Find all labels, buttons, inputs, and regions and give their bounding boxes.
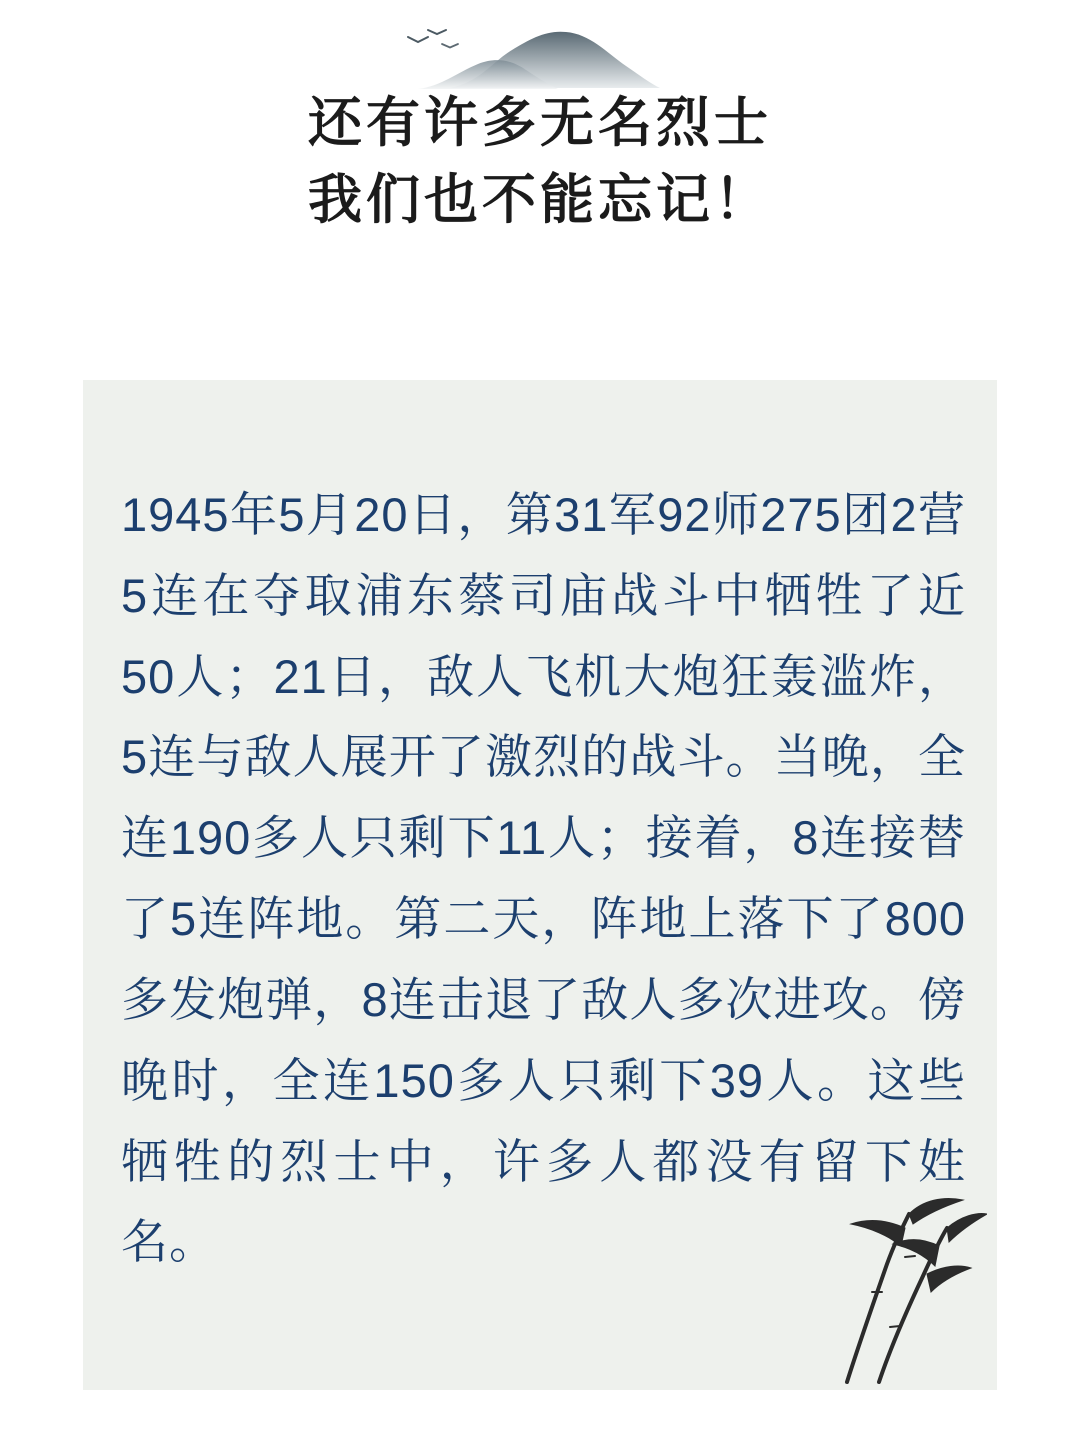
article-card <box>83 380 997 1390</box>
page-header <box>0 0 1080 238</box>
title-line-1: 还有许多无名烈士 <box>308 93 772 153</box>
page-title <box>0 30 1080 238</box>
title-line-2: 我们也不能忘记！ <box>308 169 772 230</box>
article-body: 1945年5月20日，第31军92师275团2营5连在夺取浦东蔡司庙战斗中牺牲了近50人；21日，敌人飞机大炮狂轰滥炸，5连与敌人展开了激烈的战斗。当晚，全连190多人只剩下11人；接着，8连接替了5连阵地。第二天，阵地上落下了800多发炮弹，8连击退了敌人多次进攻。傍晚时，全连150多人只剩下39人。这些牺牲的烈士中，许多人都没有留下姓名。 <box>121 488 966 1269</box>
